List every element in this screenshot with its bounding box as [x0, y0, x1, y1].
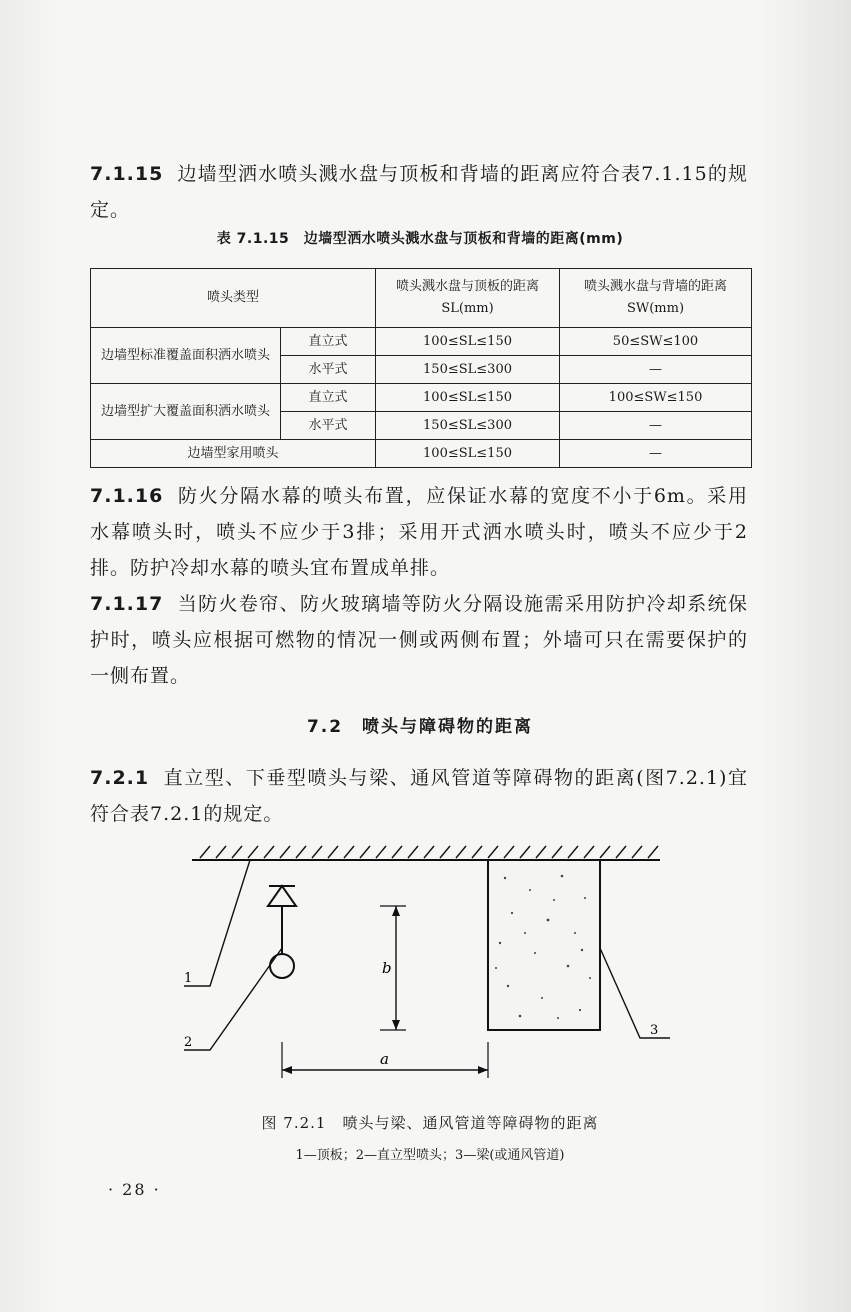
label-b: b: [382, 959, 392, 977]
row-sub: 水平式: [281, 412, 376, 440]
label-1: 1: [184, 971, 193, 986]
ceiling-hatching: [200, 846, 658, 858]
clause-text: 当防火卷帘、防火玻璃墙等防火分隔设施需采用防护冷却系统保护时，喷头应根据可燃物的情况一侧或两侧布置；外墙可只在需要保护的一侧布置。: [90, 593, 748, 687]
row-sl: 100≤SL≤150: [376, 384, 560, 412]
label-2: 2: [184, 1035, 193, 1050]
obstacle-distance-figure: [170, 838, 670, 1098]
beam: [488, 860, 600, 1030]
table-title: 表 7.1.15 边墙型洒水喷头溅水盘与顶板和背墙的距离(mm): [216, 231, 624, 247]
clause-number: 7.1.15: [90, 163, 164, 185]
row-sl: 150≤SL≤300: [376, 412, 560, 440]
clause-number: 7.2.1: [90, 767, 150, 789]
row-sl: 150≤SL≤300: [376, 356, 560, 384]
leader-3: [600, 948, 670, 1038]
header-sw: 喷头溅水盘与背墙的距离 SW(mm): [560, 269, 752, 328]
figure-legend: 1—顶板；2—直立型喷头；3—梁(或通风管道): [295, 1148, 565, 1163]
clause-number: 7.1.17: [90, 593, 164, 615]
clause-7-1-15: [90, 156, 748, 228]
row-sub: 直立式: [281, 328, 376, 356]
table-row: [91, 440, 752, 468]
leader-1: [184, 860, 250, 986]
table-row: [91, 384, 752, 412]
row-sub: 水平式: [281, 356, 376, 384]
row-sw: 50≤SW≤100: [560, 328, 752, 356]
clause-7-1-16: [90, 478, 748, 586]
row-group: 边墙型家用喷头: [91, 440, 376, 468]
row-sw: 100≤SW≤150: [560, 384, 752, 412]
clause-text: 防火分隔水幕的喷头布置，应保证水幕的宽度不小于6m。采用水幕喷头时，喷头不应少于3排；采用开式洒水喷头时，喷头不应少于2排。防护冷却水幕的喷头宜布置成单排。: [90, 485, 748, 579]
row-sl: 100≤SL≤150: [376, 328, 560, 356]
clause-text: 直立型、下垂型喷头与梁、通风管道等障碍物的距离(图7.2.1)宜符合表7.2.1的规定。: [90, 767, 748, 825]
sprinkler-bulb: [270, 954, 294, 978]
label-a: a: [380, 1050, 389, 1068]
row-sw: —: [560, 412, 752, 440]
clause-text: 边墙型洒水喷头溅水盘与顶板和背墙的距离应符合表7.1.15的规定。: [90, 163, 748, 221]
row-sub: 直立式: [281, 384, 376, 412]
distance-table: [90, 268, 752, 468]
row-sw: —: [560, 356, 752, 384]
row-sw: —: [560, 440, 752, 468]
header-sl: 喷头溅水盘与顶板的距离 SL(mm): [376, 269, 560, 328]
row-group: 边墙型标准覆盖面积洒水喷头: [91, 328, 281, 384]
page-number: · 28 ·: [108, 1180, 161, 1199]
row-group: 边墙型扩大覆盖面积洒水喷头: [91, 384, 281, 440]
clause-7-1-17: [90, 586, 748, 694]
clause-number: 7.1.16: [90, 485, 164, 507]
leader-2: [184, 948, 282, 1050]
section-title: 7.2 喷头与障碍物的距离: [306, 717, 534, 737]
clause-7-2-1: [90, 760, 748, 832]
row-sl: 100≤SL≤150: [376, 440, 560, 468]
table-header-row: [91, 269, 752, 328]
figure-caption: 图 7.2.1 喷头与梁、通风管道等障碍物的距离: [261, 1114, 599, 1132]
label-3: 3: [650, 1023, 659, 1038]
header-type: 喷头类型: [91, 269, 376, 328]
table-row: [91, 328, 752, 356]
sprinkler-deflector: [268, 886, 296, 906]
